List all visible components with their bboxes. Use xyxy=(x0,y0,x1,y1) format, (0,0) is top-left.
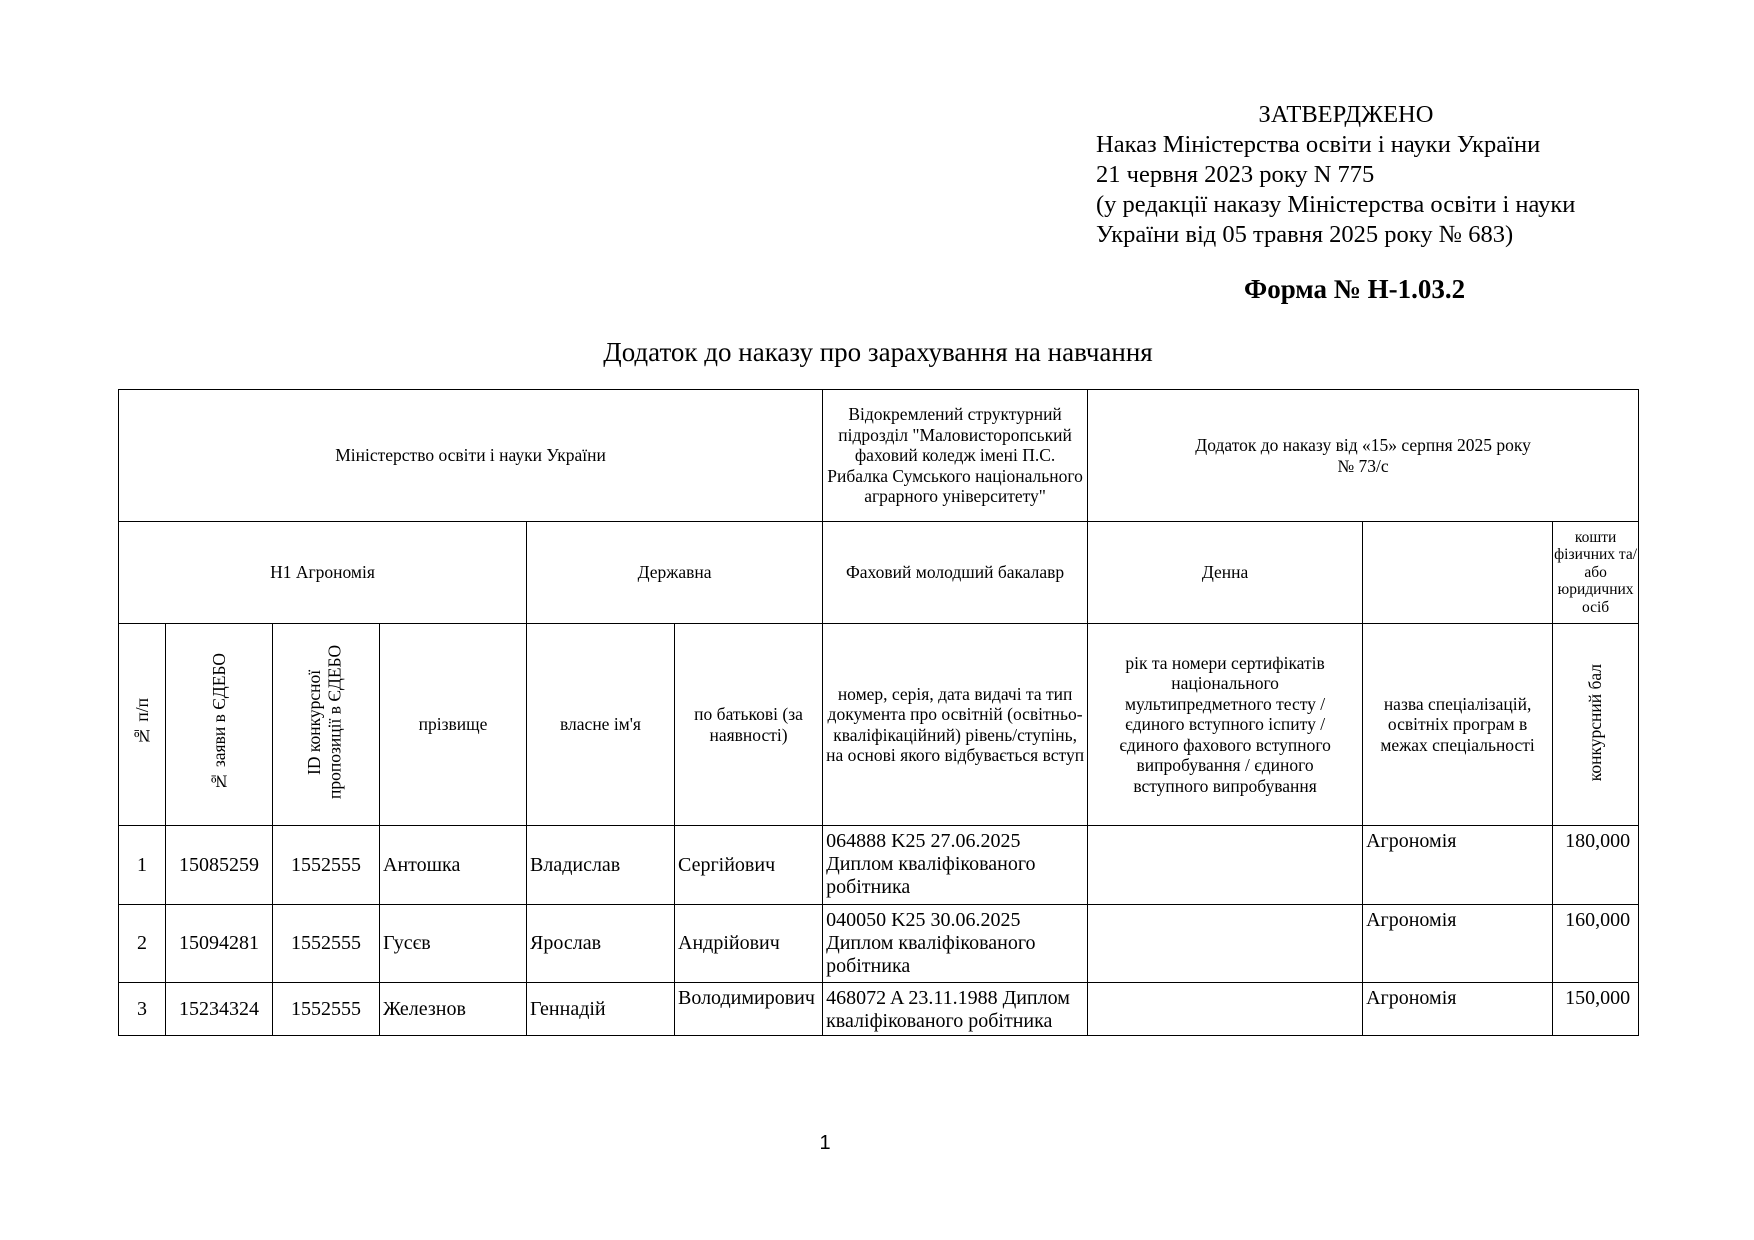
approval-line: Наказ Міністерства освіти і науки України xyxy=(1096,131,1541,158)
col-name: власне ім'я xyxy=(527,624,675,826)
cell-patronymic: Андрійович xyxy=(675,905,823,983)
order-cell xyxy=(1088,390,1639,522)
empty-cell xyxy=(1363,522,1553,624)
cell-app-id: 15094281 xyxy=(166,905,273,983)
cell-offer-id: 1552555 xyxy=(273,983,380,1036)
cell-certificates xyxy=(1088,826,1363,905)
cell-score: 180,000 xyxy=(1553,826,1639,905)
cell-patronymic: Сергійович xyxy=(675,826,823,905)
cell-document: 468072 A 23.11.1988 Диплом кваліфікованого робітника xyxy=(823,983,1088,1036)
order-date: Додаток до наказу від «15» серпня 2025 року xyxy=(1195,435,1531,455)
col-patronymic: по батькові (за наявності) xyxy=(675,624,823,826)
approval-line: (у редакції наказу Міністерства освіти і науки xyxy=(1096,191,1576,218)
cell-certificates xyxy=(1088,983,1363,1036)
approval-line: України від 05 травня 2025 року № 683) xyxy=(1096,221,1514,248)
specialty-cell: Н1 Агрономія xyxy=(119,522,527,624)
col-app-id xyxy=(166,624,273,826)
approval-block xyxy=(1096,100,1656,250)
approval-title: ЗАТВЕРДЖЕНО xyxy=(1258,101,1434,128)
cell-specialization: Агрономія xyxy=(1363,983,1553,1036)
document-title: Додаток до наказу про зарахування на навчання xyxy=(603,337,1153,367)
cell-num: 3 xyxy=(119,983,166,1036)
col-offer-id-label: ID конкурсної пропозиції в ЄДЕБО xyxy=(304,645,345,800)
cell-app-id: 15234324 xyxy=(166,983,273,1036)
cell-app-id: 15085259 xyxy=(166,826,273,905)
cell-document: 040050 K25 30.06.2025 Диплом кваліфікованого робітника xyxy=(823,905,1088,983)
institution-cell: Відокремлений структурний підрозділ "Маловисторопський фаховий коледж імені П.С. Рибалка Сумського національного аграрного університету" xyxy=(823,390,1088,522)
funding-cell: Державна xyxy=(527,522,823,624)
cell-name: Ярослав xyxy=(527,905,675,983)
col-specializations: назва спеціалізацій, освітніх програм в межах спеціальності xyxy=(1363,624,1553,826)
cell-specialization: Агрономія xyxy=(1363,905,1553,983)
payer-cell: кошти фізичних та/або юридичних осіб xyxy=(1553,522,1639,624)
col-app-id-label: № заяви в ЄДЕБО xyxy=(208,653,229,792)
cell-offer-id: 1552555 xyxy=(273,826,380,905)
cell-num: 2 xyxy=(119,905,166,983)
order-number: № 73/с xyxy=(1337,455,1389,476)
table-row xyxy=(119,826,1639,905)
cell-patronymic: Володимирович xyxy=(675,983,823,1036)
cell-name: Геннадій xyxy=(527,983,675,1036)
col-surname: прізвище xyxy=(380,624,527,826)
col-score xyxy=(1553,624,1639,826)
cell-surname: Гусєв xyxy=(380,905,527,983)
table-row xyxy=(119,905,1639,983)
col-certificates: рік та номери сертифікатів національного мультипредметного тесту / єдиного вступного іспиту / єдиного фахового вступного випробування / єдиного вступного випробування xyxy=(1088,624,1363,826)
page-number: 1 xyxy=(819,1132,831,1154)
study-form-cell: Денна xyxy=(1088,522,1363,624)
col-num-label: № п/п xyxy=(131,698,152,747)
column-header-row xyxy=(119,624,1639,826)
cell-specialization: Агрономія xyxy=(1363,826,1553,905)
cell-offer-id: 1552555 xyxy=(273,905,380,983)
enrollment-table xyxy=(118,389,1639,1036)
cell-document: 064888 K25 27.06.2025 Диплом кваліфікованого робітника xyxy=(823,826,1088,905)
col-offer-id xyxy=(273,624,380,826)
ministry-cell: Міністерство освіти і науки України xyxy=(119,390,823,522)
col-document: номер, серія, дата видачі та тип документа про освітній (освітньо-кваліфікаційний) рівень/ступінь, на основі якого відбувається вступ xyxy=(823,624,1088,826)
cell-name: Владислав xyxy=(527,826,675,905)
header-row-program xyxy=(119,522,1639,624)
cell-score: 160,000 xyxy=(1553,905,1639,983)
table-row xyxy=(119,983,1639,1036)
cell-surname: Железнов xyxy=(380,983,527,1036)
cell-surname: Антошка xyxy=(380,826,527,905)
col-score-label: конкурсний бал xyxy=(1585,663,1606,781)
approval-line: 21 червня 2023 року N 775 xyxy=(1096,161,1375,188)
header-row-org xyxy=(119,390,1639,522)
cell-certificates xyxy=(1088,905,1363,983)
cell-score: 150,000 xyxy=(1553,983,1639,1036)
degree-cell: Фаховий молодший бакалавр xyxy=(823,522,1088,624)
col-num xyxy=(119,624,166,826)
cell-num: 1 xyxy=(119,826,166,905)
form-number: Форма № Н-1.03.2 xyxy=(1244,274,1466,304)
